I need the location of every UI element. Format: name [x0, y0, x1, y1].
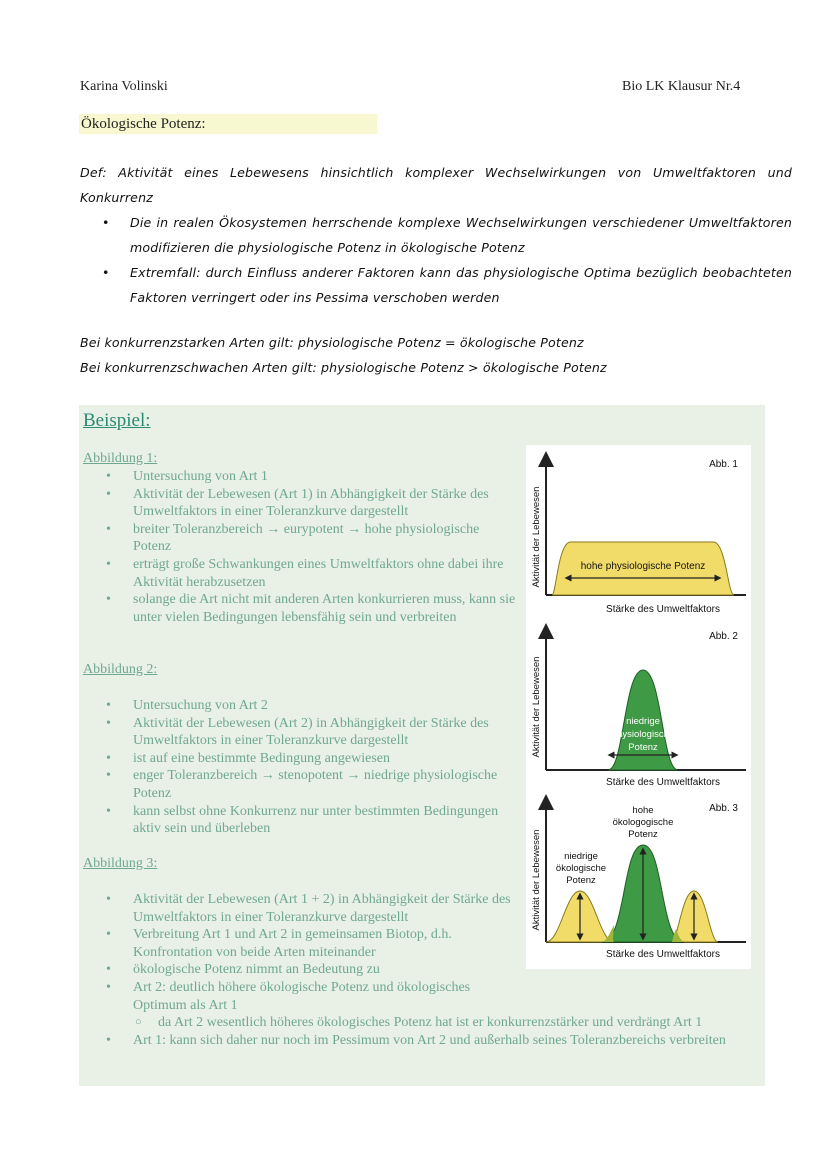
- definition-block: [80, 160, 792, 310]
- fig3-low-line3: Potenz: [566, 875, 596, 886]
- fig3-low-line2: ökologische: [555, 863, 607, 874]
- tolerance-curves-svg: [526, 445, 751, 969]
- fig3-high-line1: hohe: [632, 805, 654, 816]
- abb2-bullets: [83, 697, 518, 838]
- section-title: Ökologische Potenz:: [79, 114, 377, 134]
- definition-bullets: [80, 210, 792, 310]
- example-title: Beispiel:: [83, 410, 151, 431]
- y-axis-label: Aktivität der Lebewesen: [531, 486, 542, 588]
- list-item: • ist auf eine bestimmte Bedingung angewiesen: [106, 750, 390, 766]
- fig2-label-line1: niedrige: [626, 716, 660, 727]
- x-axis-label: Stärke des Umweltfaktors: [606, 604, 720, 615]
- bullet-text: erträgt große Schwankungen eines Umweltfaktors ohne dabei ihre Aktivität herabzusetzen: [133, 556, 504, 590]
- list-item: • Art 2: deutlich höhere ökologische Potenz und ökologisches Optimum als Art 1: [106, 979, 471, 1013]
- list-item: • Aktivität der Lebewesen (Art 1 + 2) in Abhängigkeit der Stärke des Umweltfaktors in einer Toleranzkurve dargestellt: [106, 892, 511, 925]
- bullet-text: Aktivität der Lebewesen (Art 1) in Abhängigkeit der Stärke des Umweltfaktors in einer Toleranzkurve dargestellt: [133, 486, 489, 520]
- x-axis-label: Stärke des Umweltfaktors: [606, 949, 720, 960]
- definition-text: Def: Aktivität eines Lebewesens hinsichtlich komplexer Wechselwirkungen von Umweltfaktoren und Konkurrenz: [80, 165, 792, 205]
- list-item: ○ da Art 2 wesentlich höheres ökologisches Potenz hat ist er konkurrenzstärker und verdrängt Art 1: [135, 1015, 703, 1030]
- bullet-text: breiter Toleranzbereich → eurypotent → hohe physiologische Potenz: [133, 521, 480, 555]
- bullet-text: Art 2: deutlich höhere ökologische Potenz und ökologisches Optimum als Art 1: [133, 979, 471, 1013]
- figure-abb2: [531, 631, 746, 788]
- list-item: • breiter Toleranzbereich → eurypotent → hohe physiologische Potenz: [106, 521, 480, 555]
- bullet-text: ist auf eine bestimmte Bedingung angewiesen: [133, 750, 390, 766]
- list-item: • ökologische Potenz nimmt an Bedeutung zu: [106, 962, 380, 978]
- abb2-heading: Abbildung 2:: [83, 662, 158, 677]
- bullet-icon: •: [102, 265, 110, 280]
- fig3-tag: Abb. 3: [709, 803, 738, 814]
- exam-title: Bio LK Klausur Nr.4: [622, 79, 741, 94]
- rule-weak: Bei konkurrenzschwachen Arten gilt: physiologische Potenz > ökologische Potenz: [80, 360, 607, 375]
- tolerance-figures: [526, 445, 751, 969]
- abb1-bullets: [83, 468, 518, 626]
- abb1-heading: Abbildung 1:: [83, 451, 158, 466]
- list-item: • enger Toleranzbereich → stenopotent → niedrige physiologische Potenz: [106, 768, 498, 801]
- y-axis-label: Aktivität der Lebewesen: [531, 656, 542, 758]
- bullet-text: solange die Art nicht mit anderen Arten konkurrieren muss, kann sie unter vielen Bedingungen lebensfähig sein und verbreiten: [133, 592, 516, 625]
- figure-abb1: [531, 459, 746, 615]
- list-item: • Untersuchung von Art 2: [106, 698, 268, 713]
- list-item: [80, 210, 792, 260]
- bullet-text: ökologische Potenz nimmt an Bedeutung zu: [133, 962, 380, 978]
- y-axis-label: Aktivität der Lebewesen: [531, 829, 542, 931]
- bullet-text: da Art 2 wesentlich höheres ökologisches Potenz hat ist er konkurrenzstärker und verdrängt Art 1: [158, 1015, 703, 1030]
- fig1-label: hohe physiologische Potenz: [580, 561, 706, 572]
- bullet-text: Untersuchung von Art 1: [133, 469, 268, 484]
- fig2-tag: Abb. 2: [709, 631, 738, 642]
- bullet-text: Aktivität der Lebewesen (Art 2) in Abhängigkeit der Stärke des Umweltfaktors in einer Toleranzkurve dargestellt: [133, 715, 489, 749]
- list-item: • Aktivität der Lebewesen (Art 1) in Abhängigkeit der Stärke des Umweltfaktors in einer Toleranzkurve dargestellt: [106, 486, 489, 520]
- bullet-text: Die in realen Ökosystemen herrschende komplexe Wechselwirkungen verschiedener Umweltfaktoren modifizieren die physiologische Potenz in ökologische Potenz: [130, 215, 792, 255]
- abb3-bullets: [83, 891, 518, 1014]
- fig3-high-line2: ökologogische: [612, 817, 674, 828]
- list-item: • Verbreitung Art 1 und Art 2 in gemeinsamen Biotop, d.h. Konfrontation von beide Arten miteinander: [106, 927, 452, 960]
- bullet-text: enger Toleranzbereich → stenopotent → niedrige physiologische Potenz: [133, 768, 498, 801]
- fig1-tag: Abb. 1: [709, 459, 738, 470]
- bullet-text: Aktivität der Lebewesen (Art 1 + 2) in Abhängigkeit der Stärke des Umweltfaktors in einer Toleranzkurve dargestellt: [133, 892, 511, 925]
- fig2-label-line3: Potenz: [628, 742, 658, 753]
- list-item: • Art 1: kann sich daher nur noch im Pessimum von Art 2 und außerhalb seines Toleranzbereichs verbreiten: [106, 1032, 726, 1048]
- list-item: • Untersuchung von Art 1: [106, 469, 268, 484]
- abb3-bullets-continued: [83, 1014, 773, 1049]
- list-item: • kann selbst ohne Konkurrenz nur unter bestimmten Bedingungen aktiv sein und überleben: [106, 803, 499, 837]
- fig3-high-line3: Potenz: [628, 829, 658, 840]
- author-name: Karina Volinski: [80, 79, 168, 94]
- bullet-text: Verbreitung Art 1 und Art 2 in gemeinsamen Biotop, d.h. Konfrontation von beide Arten miteinander: [133, 927, 452, 960]
- bullet-text: kann selbst ohne Konkurrenz nur unter bestimmten Bedingungen aktiv sein und überleben: [133, 803, 499, 837]
- abb3-heading: Abbildung 3:: [83, 856, 158, 871]
- list-item: • solange die Art nicht mit anderen Arten konkurrieren muss, kann sie unter vielen Bedingungen lebensfähig sein und verbreiten: [106, 592, 516, 625]
- bullet-text: Untersuchung von Art 2: [133, 698, 268, 713]
- figure-abb3: [531, 802, 746, 960]
- x-axis-label: Stärke des Umweltfaktors: [606, 777, 720, 788]
- list-item: • erträgt große Schwankungen eines Umweltfaktors ohne dabei ihre Aktivität herabzusetzen: [106, 556, 504, 590]
- bullet-text: Extremfall: durch Einfluss anderer Faktoren kann das physiologische Optima bezüglich beobachteten Faktoren verringert oder ins Pessima verschoben werden: [130, 265, 792, 305]
- list-item: [80, 260, 792, 310]
- rule-strong: Bei konkurrenzstarken Arten gilt: physiologische Potenz = ökologische Potenz: [80, 335, 584, 350]
- list-item: • Aktivität der Lebewesen (Art 2) in Abhängigkeit der Stärke des Umweltfaktors in einer Toleranzkurve dargestellt: [106, 715, 489, 749]
- bullet-text: Art 1: kann sich daher nur noch im Pessimum von Art 2 und außerhalb seines Toleranzbereichs verbreiten: [133, 1032, 726, 1048]
- fig3-low-line1: niedrige: [564, 851, 598, 862]
- fig2-label-line2: physiologische: [611, 729, 675, 740]
- bullet-icon: •: [102, 215, 110, 230]
